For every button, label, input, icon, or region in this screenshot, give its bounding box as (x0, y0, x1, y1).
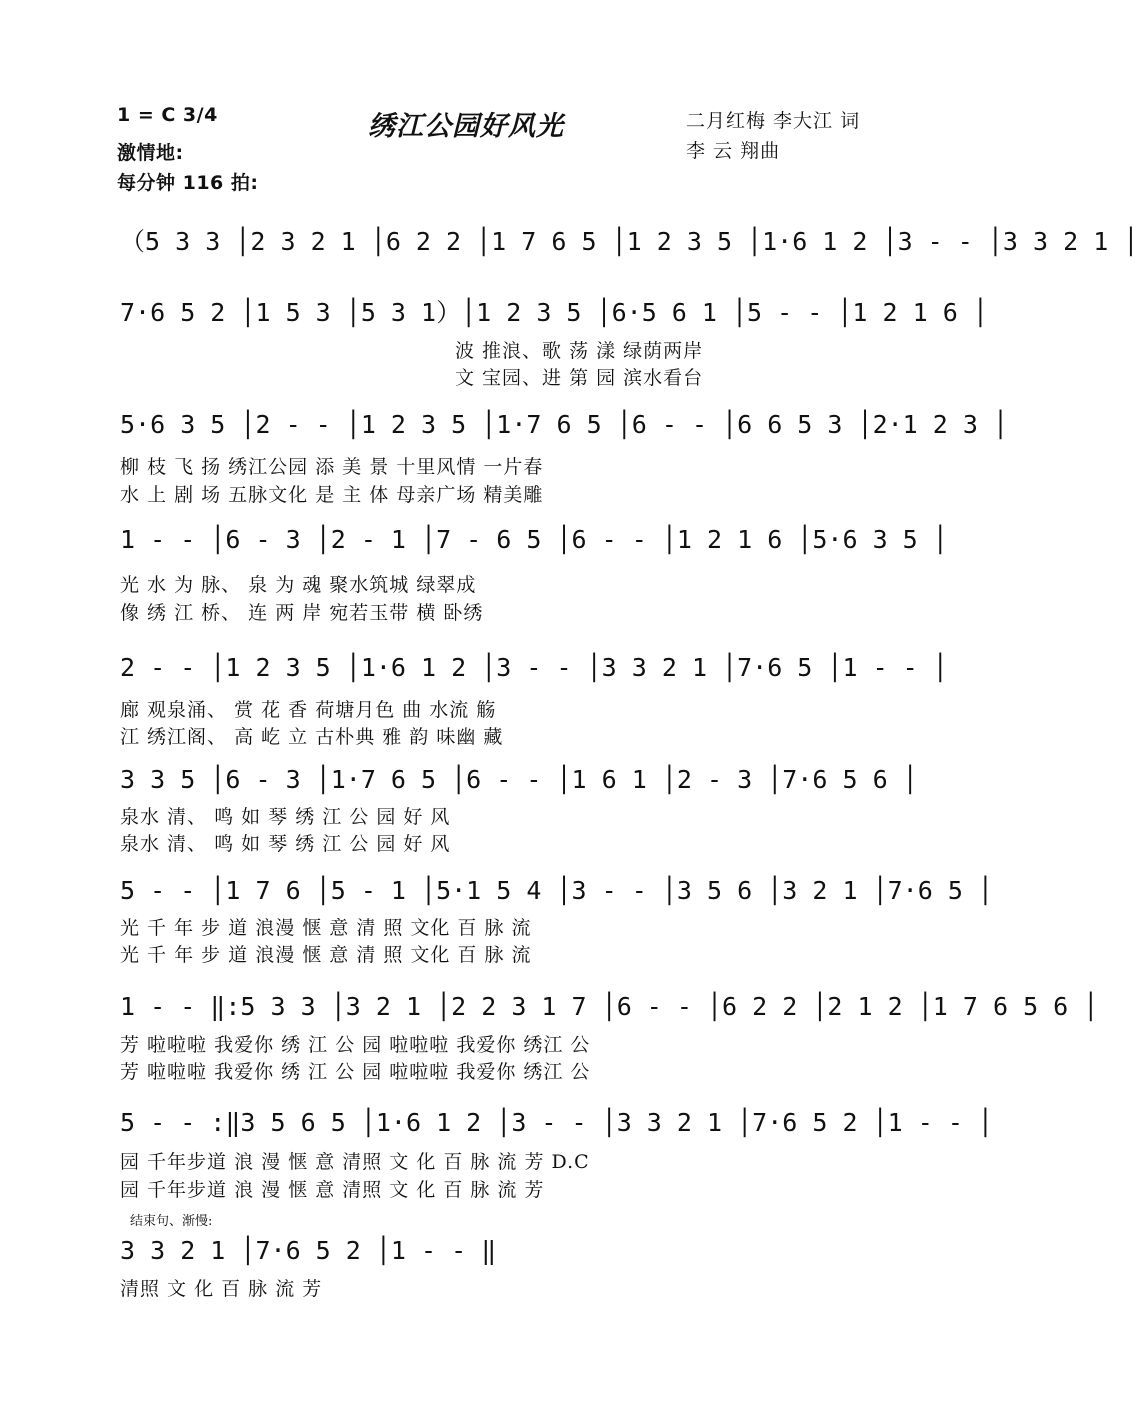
notation-line-4: 1 - - │6 - 3 │2 - 1 │7 - 6 5 │6 - - │1 2 1 6 │5·6 3 5 │ (120, 525, 948, 554)
composer-credit: 李 云 翔曲 (686, 140, 781, 162)
lyrics-line-9a: 园 千年步道 浪 漫 惬 意 清照 文 化 百 脉 流 芳 D.C (120, 1151, 590, 1173)
lyrics-line-7a: 光 千 年 步 道 浪漫 惬 意 清 照 文化 百 脉 流 (120, 917, 532, 939)
key-time-signature: 1 = C 3/4 (117, 104, 218, 126)
lyrics-line-6a: 泉水 清、 鸣 如 琴 绣 江 公 园 好 风 (120, 806, 451, 828)
lyrics-line-4b: 像 绣 江 桥、 连 两 岸 宛若玉带 横 卧绣 (120, 602, 484, 624)
lyrics-line-5a: 廊 观泉涌、 赏 花 香 荷塘月色 曲 水流 觞 (120, 699, 497, 721)
lyrics-line-9b: 园 千年步道 浪 漫 惬 意 清照 文 化 百 脉 流 芳 (120, 1179, 545, 1201)
notation-line-3: 5·6 3 5 │2 - - │1 2 3 5 │1·7 6 5 │6 - - │6 6 5 3 │2·1 2 3 │ (120, 410, 1009, 439)
lyrics-line-ending: 清照 文 化 百 脉 流 芳 (120, 1278, 323, 1300)
lyrics-line-2a: 波 推浪、歌 荡 漾 绿荫两岸 (455, 340, 704, 362)
lyricist-credit: 二月红梅 李大江 词 (686, 110, 861, 132)
notation-line-6: 3 3 5 │6 - 3 │1·7 6 5 │6 - - │1 6 1 │2 - 3 │7·6 5 6 │ (120, 765, 918, 794)
notation-line-8: 1 - - ‖:5 3 3 │3 2 1 │2 2 3 1 7 │6 - - │6 2 2 │2 1 2 │1 7 6 5 6 │ (120, 992, 1099, 1021)
lyrics-line-3a: 柳 枝 飞 扬 绣江公园 添 美 景 十里风情 一片春 (120, 456, 544, 478)
lyrics-line-8a: 芳 啦啦啦 我爱你 绣 江 公 园 啦啦啦 我爱你 绣江 公 (120, 1034, 591, 1056)
notation-line-2: 7·6 5 2 │1 5 3 │5 3 1）│1 2 3 5 │6·5 6 1 │5 - - │1 2 1 6 │ (120, 298, 988, 327)
notation-line-9: 5 - - :‖3 5 6 5 │1·6 1 2 │3 - - │3 3 2 1 │7·6 5 2 │1 - - │ (120, 1108, 993, 1137)
lyrics-line-4a: 光 水 为 脉、 泉 为 魂 聚水筑城 绿翠成 (120, 574, 477, 596)
tempo-marking: 每分钟 116 拍: (117, 172, 259, 194)
lyrics-line-6b: 泉水 清、 鸣 如 琴 绣 江 公 园 好 风 (120, 833, 451, 855)
notation-line-1: （5 3 3 │2 3 2 1 │6 2 2 │1 7 6 5 │1 2 3 5 │1·6 1 2 │3 - - │3 3 2 1 │ (120, 227, 1138, 256)
lyrics-line-7b: 光 千 年 步 道 浪漫 惬 意 清 照 文化 百 脉 流 (120, 944, 532, 966)
lyrics-line-3b: 水 上 剧 场 五脉文化 是 主 体 母亲广场 精美雕 (120, 484, 544, 506)
song-title: 绣江公园好风光 (368, 111, 564, 142)
lyrics-line-5b: 江 绣江阁、 高 屹 立 古朴典 雅 韵 味幽 藏 (120, 726, 504, 748)
expression-marking: 激情地: (117, 142, 184, 164)
ending-instruction: 结束句、渐慢: (130, 1214, 213, 1229)
notation-line-ending: 3 3 2 1 │7·6 5 2 │1 - - ‖ (120, 1236, 497, 1265)
notation-line-7: 5 - - │1 7 6 │5 - 1 │5·1 5 4 │3 - - │3 5 6 │3 2 1 │7·6 5 │ (120, 876, 993, 905)
notation-line-5: 2 - - │1 2 3 5 │1·6 1 2 │3 - - │3 3 2 1 │7·6 5 │1 - - │ (120, 653, 948, 682)
lyrics-line-2b: 文 宝园、进 第 园 滨水看台 (455, 367, 704, 389)
lyrics-line-8b: 芳 啦啦啦 我爱你 绣 江 公 园 啦啦啦 我爱你 绣江 公 (120, 1061, 591, 1083)
